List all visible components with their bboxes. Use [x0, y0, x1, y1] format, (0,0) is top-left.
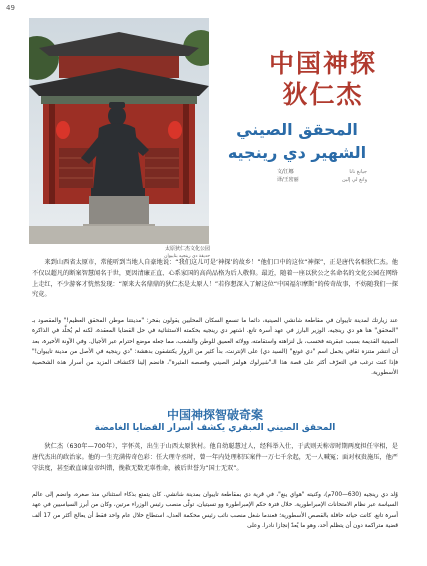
intro-paragraph-zh: 来到山西省太原市，常能听到当地人自豪地说：“我们这儿可是‘神探’的故乡！”他们口中的这位“神探”，正是唐代名相狄仁杰。他不仅以超凡的断案智慧闻名于世，更因清廉正直、心系家国的高尚品格为后人敬仰。最近，随着一座以狄公之名命名的文化公园在网络上走红，不少游客才恍然发现：“原来大名鼎鼎的狄仁杰是太原人！”若你想深入了解这位“中国福尔摩斯”的传奇故事，不妨随我们一探究竟。 [32, 259, 398, 299]
intro-paragraph-ar: عند زيارتك لمدينة تاييوان في مقاطعة شانشي الصينية، دائما ما تسمع السكان المحليين يقولون بفخر: "مدينتنا موطن المحقق العظيم!" والمقصود بـ "المحقق" هنا هو دي رينجيه، الوزير البارز في عهد أسرة تانغ. اشتهر دي رينجيه بحكمته الاستثنائية في حل القضايا المعقدة، لكنه لم يُخلَّد في الذاكرة الصينية القديمة بسبب عبقريته فحسب، بل لنزاهته واستقامته، وولائه العميق للوطن والشعب، مما جعله موضع احترام عبر الأجيال. وفي الآونة الأخيرة، بعد أن انتشر متنزه ثقافي يحمل اسم "دي غونغ" (السيد دي) على الإنترنت، بدأ كثير من الزوار يكتشفون بدهشة: "دي رينجيه في الأصل من مدينة تاييوان!" فإذا كنت ترغب في التعرّف أكثر على قصة هذا الـ"شيرلوك هولمز الصيني وقصصه المثيرة"، فانضم إلينا لاكتشاف المزيد من أسرار هذه الشخصية الأسطورية. [32, 318, 398, 377]
byline [277, 168, 367, 184]
statue-photo [29, 18, 209, 244]
photo-caption-ar: حديقة دي رينجيه بتاييوان [164, 254, 210, 259]
translator-zh: 译/王密丽 [277, 177, 299, 183]
section-title-zh: 中国神探智破奇案 [166, 408, 263, 422]
translator-ar: وانغ لي إلين [342, 177, 367, 183]
author-zh: 文/江娜 [277, 169, 294, 175]
title-ar-line2: الشهير دي رينجيه [227, 143, 367, 162]
title-zh-line2: 狄仁杰 [282, 80, 364, 109]
article-title-ar [207, 118, 387, 164]
section-paragraph-zh: 狄仁杰（630年—700年），字怀英，出生于山西太原狄村。他自幼聪慧过人，经科举入仕，于武则天称帝时期两度担任宰相，是唐代杰出的政治家。他的一生充满传奇色彩：任大理寺丞时，曾一年内处理积压案件一万七千余起，无一人喊冤；面对权贵施压，他严守法度，甚至敢直谏皇帝纠错，挽救无数无辜性命，被后世誉为“国士无双”。 [32, 443, 398, 472]
article-title-zh [269, 48, 377, 110]
photo-caption-zh: 太原狄仁杰文化公园 [164, 246, 210, 252]
title-ar-line1: المحقق الصيني [236, 120, 358, 139]
section-paragraph-ar: وُلد دي رينجيه (630—700م)، وكنيته "هواي ينغ"، في قرية دي بمقاطعة تاييوان بمدينة شانشي. كان يتمتع بذكاء استثنائي منذ صغره، وانضم إلى عالم السياسة عبر نظام الامتحانات الإمبراطورية. خلال فترة حكم الإمبراطورة وو تسيتيان، تولّى منصب رئيس الوزراء مرتين، وكان من أبرز السياسيين في عهد أسرة تانغ. كانت حياته حافلة بالقصص الأسطورية؛ فعندما شغل منصب نائب رئيس محكمة العدل، استطاع خلال عام واحد فقط أن يعالج أكثر من 17 ألف قضية متراكمة دون أن يتظلم أحد، وهو ما يُعدّ إنجازا نادرا. وعلى [32, 492, 398, 530]
section-title-ar: المحقق الصيني العبقري يكشف أسرار القضايا الغامضة [94, 423, 336, 433]
page-number: 49 [6, 4, 15, 12]
author-ar: جيانغ نانا [349, 169, 367, 175]
title-zh-line1: 中国神探 [268, 49, 377, 78]
